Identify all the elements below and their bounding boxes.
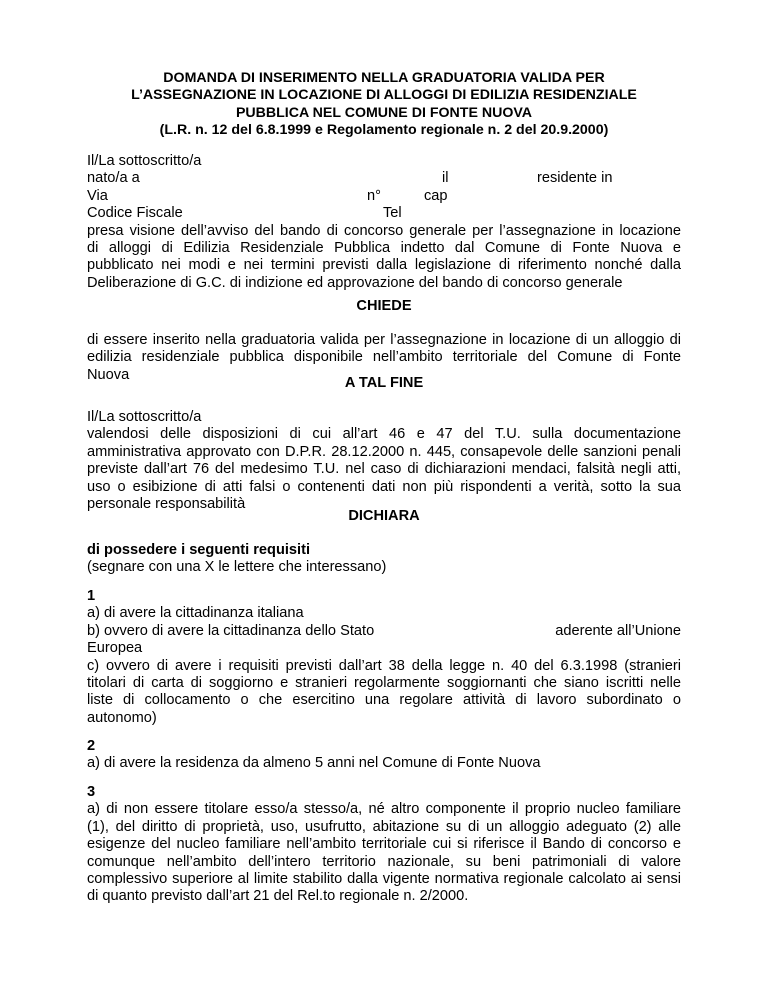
title-line: (L.R. n. 12 del 6.8.1999 e Regolamento regionale n. 2 del 20.9.2000) xyxy=(159,121,609,138)
option-3a-line: comunque nell’ambito dell’intero territorio nazionale, su beni patrimoniali di valore xyxy=(87,853,681,870)
option-1b[interactable] xyxy=(87,623,681,640)
declaration-line: amministrativa approvato con D.P.R. 28.12.2000 n. 445, consapevole delle sanzioni penali xyxy=(87,443,681,460)
title-line: L’ASSEGNAZIONE IN LOCAZIONE DI ALLOGGI DI EDILIZIA RESIDENZIALE xyxy=(131,87,637,104)
section-number: 3 xyxy=(87,784,96,800)
residence-label: residente in xyxy=(537,170,613,187)
fiscal-code-label: Codice Fiscale xyxy=(87,205,183,222)
intro-line: pubblicato nei modi e nei termini previsti dalla legislazione di riferimento nonché dalla xyxy=(87,257,681,274)
option-3a-line: (1), del diritto di proprietà, uso, usufrutto, abitazione su di un alloggio adeguato (2) alle xyxy=(87,818,681,835)
fiscal-row[interactable] xyxy=(87,205,681,222)
option-1c-line: titolari di carta di soggiorno e stranieri regolarmente soggiornanti che siano iscritti nelle xyxy=(87,674,681,691)
requisiti-intro xyxy=(87,542,681,577)
sottoscritto-row[interactable] xyxy=(87,153,681,170)
option-3a-line: complessivo superiore al limite stabilito dalla vigente normativa regionale calcolato ai sensi xyxy=(87,870,681,887)
section-2 xyxy=(87,738,681,773)
section-3 xyxy=(87,784,681,906)
a-tal-fine-paragraph xyxy=(87,409,681,513)
sottoscritto-label: Il/La sottoscritto/a xyxy=(87,153,202,169)
declaration-line: valendosi delle disposizioni di cui all’art 46 e 47 del T.U. sulla documentazione xyxy=(87,426,681,443)
segnare-note: (segnare con una X le lettere che interessano) xyxy=(87,559,387,576)
section-number: 2 xyxy=(87,738,96,754)
option-1b-label: b) ovvero di avere la cittadinanza dello Stato xyxy=(87,622,375,639)
title-line: DOMANDA DI INSERIMENTO NELLA GRADUATORIA VALIDA PER xyxy=(163,70,605,86)
section-number: 1 xyxy=(87,588,96,604)
birth-row[interactable] xyxy=(87,170,681,187)
intro-line: Deliberazione di G.C. di indizione ed approvazione del bando di concorso generale xyxy=(87,274,623,291)
intro-line: di alloggi di Edilizia Residenziale Pubblica indetto dal Comune di Fonte Nuova e xyxy=(87,239,681,256)
option-1b-cont: Europea xyxy=(87,640,143,657)
chiede-line: di essere inserito nella graduatoria valida per l’assegnazione in locazione di un alloggio di xyxy=(87,332,681,348)
dichiara-heading: DICHIARA xyxy=(348,508,420,524)
sottoscritto-label: Il/La sottoscritto/a xyxy=(87,409,202,425)
number-label: n° xyxy=(367,187,381,204)
requisiti-label: di possedere i seguenti requisiti xyxy=(87,542,311,558)
intro-line: presa visione dell’avviso del bando di concorso generale per l’assegnazione in locazione xyxy=(87,222,681,239)
birthdate-label: il xyxy=(442,170,449,187)
chiede-line: Nuova xyxy=(87,366,130,383)
declaration-line: uso o esibizione di atti falsi o contenenti dati non più rispondenti a verità, sotto la sua xyxy=(87,478,681,495)
chiede-line: edilizia residenziale pubblica disponibile nell’ambito territoriale del Comune di Fonte xyxy=(87,349,681,366)
option-2a[interactable]: a) di avere la residenza da almeno 5 anni nel Comune di Fonte Nuova xyxy=(87,755,541,772)
phone-label: Tel xyxy=(383,205,402,222)
a-tal-fine-heading: A TAL FINE xyxy=(344,375,424,391)
chiede-heading: CHIEDE xyxy=(356,298,412,314)
option-3a-line: esigenze del nucleo familiare nell’ambito territoriale cui si riferisce il Bando di concorso e xyxy=(87,836,681,853)
address-row[interactable] xyxy=(87,188,681,205)
option-1b-suffix: aderente all’Unione xyxy=(555,622,681,639)
applicant-fields xyxy=(87,153,681,292)
document-title xyxy=(87,70,681,139)
title-line: PUBBLICA NEL COMUNE DI FONTE NUOVA xyxy=(235,104,533,121)
street-label: Via xyxy=(87,187,108,204)
declaration-line: previste dall’art 76 del medesimo T.U. nel caso di dichiarazioni mendaci, falsità negli atti, xyxy=(87,461,681,478)
option-3a[interactable]: a) di non essere titolare esso/a stesso/a, né altro componente il proprio nucleo familiare xyxy=(87,801,681,818)
option-1c[interactable]: c) ovvero di avere i requisiti previsti dall’art 38 della legge n. 40 del 6.3.1998 (stranieri xyxy=(87,657,681,674)
cap-label: cap xyxy=(424,187,448,204)
section-1 xyxy=(87,588,681,727)
option-1c-line: autonomo) xyxy=(87,709,157,726)
option-3a-line: di quanto previsto dall’art 21 del Rel.to regionale n. 2/2000. xyxy=(87,888,469,905)
option-1a[interactable]: a) di avere la cittadinanza italiana xyxy=(87,605,304,622)
declaration-line: personale responsabilità xyxy=(87,495,246,512)
birthplace-label: nato/a a xyxy=(87,170,140,187)
option-1c-line: liste di collocamento o che esercitino una regolare attività di lavoro subordinato o xyxy=(87,692,681,709)
